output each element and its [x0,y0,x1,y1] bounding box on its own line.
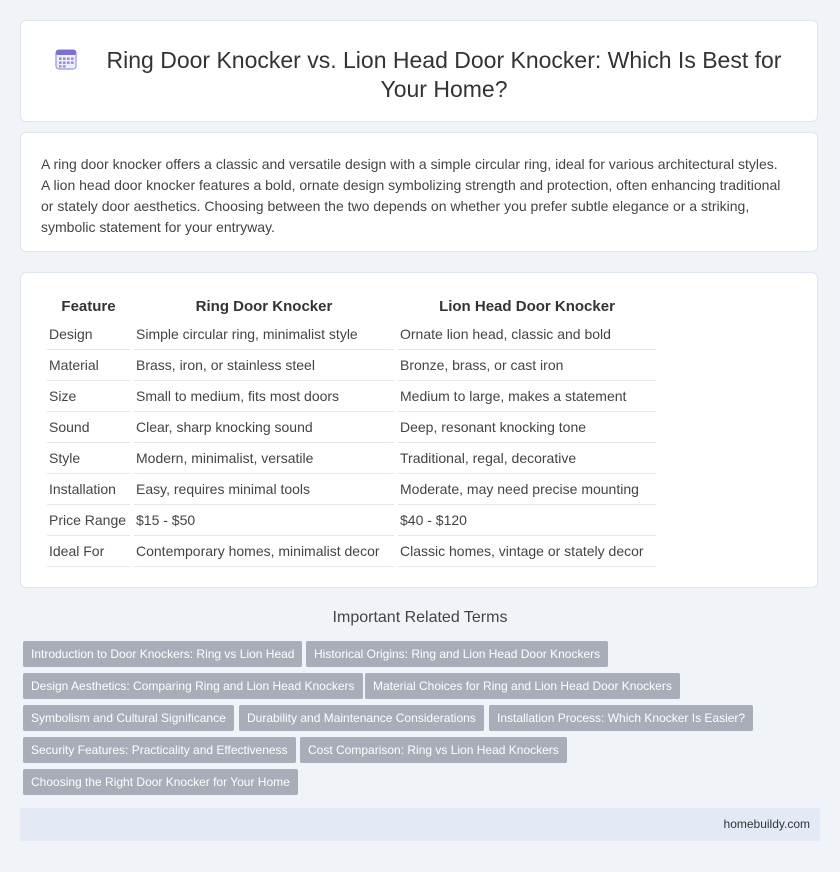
table-cell-feature: Ideal For [47,536,130,567]
related-term-tag[interactable]: Cost Comparison: Ring vs Lion Head Knockers [300,737,567,763]
table-cell-feature: Sound [47,412,130,443]
related-term-tag[interactable]: Introduction to Door Knockers: Ring vs Lion Head [23,641,302,667]
footer [20,808,820,841]
table-cell-lion-head: Traditional, regal, decorative [398,443,656,474]
table-cell-lion-head: Ornate lion head, classic and bold [398,319,656,350]
related-term-tag[interactable]: Installation Process: Which Knocker Is Easier? [489,705,753,731]
comparison-table [43,294,660,567]
related-term-tag[interactable]: Material Choices for Ring and Lion Head Door Knockers [365,673,680,699]
table-cell-ring: Modern, minimalist, versatile [134,443,394,474]
table-cell-ring: Simple circular ring, minimalist style [134,319,394,350]
column-header-feature: Feature [61,298,116,315]
table-row [47,412,656,443]
title-card [20,20,818,122]
table-cell-ring: $15 - $50 [134,505,394,536]
table-cell-ring: Easy, requires minimal tools [134,474,394,505]
table-cell-lion-head: Deep, resonant knocking tone [398,412,656,443]
table-row [47,474,656,505]
table-cell-ring: Contemporary homes, minimalist decor [134,536,394,567]
table-row [47,443,656,474]
intro-card [20,132,818,252]
table-row [47,350,656,381]
table-cell-feature: Price Range [47,505,130,536]
table-cell-lion-head: Bronze, brass, or cast iron [398,350,656,381]
table-row [47,319,656,350]
calendar-icon [54,47,78,71]
footer-site-link[interactable]: homebuildy.com [723,817,810,831]
page-title: Ring Door Knocker vs. Lion Head Door Knocker: Which Is Best for Your Home? [106,47,782,102]
table-header-row [47,294,656,319]
related-term-tag[interactable]: Durability and Maintenance Considerations [239,705,484,731]
table-row [47,505,656,536]
table-cell-ring: Small to medium, fits most doors [134,381,394,412]
table-cell-feature: Design [47,319,130,350]
related-term-tag[interactable]: Design Aesthetics: Comparing Ring and Lion Head Knockers [23,673,363,699]
related-term-tag[interactable]: Symbolism and Cultural Significance [23,705,234,731]
table-cell-feature: Style [47,443,130,474]
comparison-card [20,272,818,588]
table-cell-feature: Installation [47,474,130,505]
table-cell-ring: Clear, sharp knocking sound [134,412,394,443]
column-header-ring: Ring Door Knocker [195,298,333,315]
table-cell-lion-head: $40 - $120 [398,505,656,536]
table-row [47,381,656,412]
related-terms-heading: Important Related Terms [332,609,508,626]
column-header-lion-head: Lion Head Door Knocker [439,298,615,315]
table-row [47,536,656,567]
intro-paragraph: A ring door knocker offers a classic and versatile design with a simple circular ring, ideal for various architectural styles. A lion head door knocker features a bold, ornate design symbolizing strength and protection, often enhancing traditional or stately door aesthetics. Choosing between the two depends on whether you prefer subtle elegance or a striking, symbolic statement for your entryway. [41,156,781,235]
related-term-tag[interactable]: Choosing the Right Door Knocker for Your Home [23,769,298,795]
table-cell-lion-head: Moderate, may need precise mounting [398,474,656,505]
table-cell-feature: Material [47,350,130,381]
table-cell-lion-head: Medium to large, makes a statement [398,381,656,412]
related-term-tag[interactable]: Historical Origins: Ring and Lion Head Door Knockers [306,641,608,667]
related-term-tag[interactable]: Security Features: Practicality and Effectiveness [23,737,296,763]
table-cell-feature: Size [47,381,130,412]
table-cell-lion-head: Classic homes, vintage or stately decor [398,536,656,567]
table-cell-ring: Brass, iron, or stainless steel [134,350,394,381]
